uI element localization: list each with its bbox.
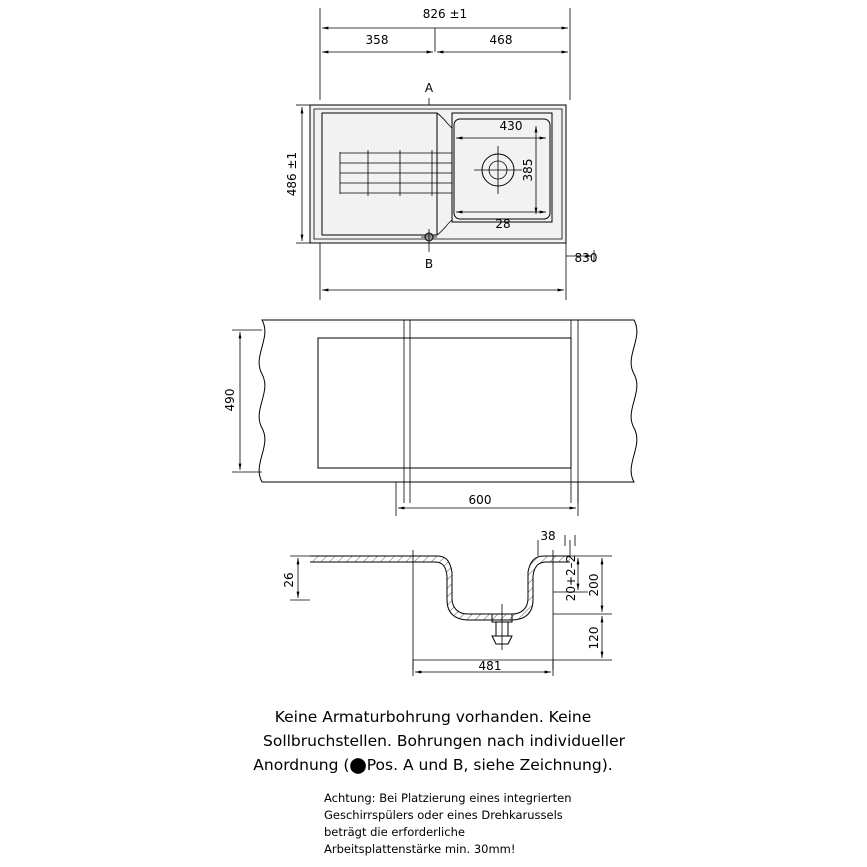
worktop-outline [259, 320, 637, 482]
dim-cutout-depth-label: 490 [223, 388, 237, 412]
dim-cutout-width-label: 600 [468, 493, 492, 507]
dim-overall-depth-label: 486 ±1 [285, 151, 299, 197]
marker-a-label: A [424, 81, 434, 95]
note-small-line-1: Achtung: Bei Platzierung eines integrierten [324, 791, 572, 805]
cutout-view [223, 320, 637, 516]
note-small-line-2: Geschirrspülers oder eines Drehkarussels [324, 808, 563, 822]
dim-flange [538, 529, 575, 556]
dim-bowl-length [413, 659, 553, 676]
note-main-line-2: Sollbruchstellen. Bohrungen nach individueller [263, 732, 625, 750]
dim-bowl-width-outer-label: 28 [495, 217, 511, 231]
dim-overall-width-label: 826 ±1 [422, 7, 468, 21]
dim-total-height [587, 558, 602, 612]
dim-rim-thickness [282, 556, 310, 600]
dim-rim-height-tol [564, 555, 578, 602]
dim-left-segment-label: 358 [365, 33, 389, 47]
dim-rim-thickness-label: 26 [282, 572, 296, 588]
dim-cutout-width [396, 482, 578, 516]
dim-total-height-label: 200 [587, 573, 601, 597]
section-drain [492, 604, 512, 650]
dim-right-segment [437, 33, 568, 52]
cutout-rect [318, 338, 571, 468]
note-small-line-4: Arbeitsplattenstärke min. 30mm! [324, 842, 516, 856]
dim-overall-depth [285, 105, 310, 243]
note-small-line-3: beträgt die erforderliche [324, 825, 465, 839]
note-main-line-3: Anordnung (⬤Pos. A und B, siehe Zeichnung). [253, 756, 613, 774]
top-view [285, 7, 597, 300]
dim-rim-height-tol-label: 20+2–2 [564, 554, 578, 602]
dim-flange-label: 38 [540, 529, 556, 543]
dim-edge-offset [566, 243, 597, 265]
notes-block [253, 708, 625, 856]
dim-bowl-length-label: 481 [478, 659, 502, 673]
section-view [282, 529, 612, 676]
dim-bowl-depth [587, 616, 602, 658]
cutout-centerlines [404, 320, 578, 503]
section-reference-lines [413, 550, 612, 670]
dim-bowl-depth-label: 120 [587, 626, 601, 650]
dim-right-segment-label: 468 [489, 33, 513, 47]
dim-cutout-depth [223, 330, 262, 472]
dim-edge-offset-label: 830 [574, 251, 598, 265]
dim-bowl-width-inner-label: 430 [499, 119, 523, 133]
note-main-line-1: Keine Armaturbohrung vorhanden. Keine [274, 708, 592, 726]
dim-cabinet-width [320, 243, 566, 300]
marker-b-label: B [424, 257, 434, 271]
dim-left-segment [322, 33, 433, 52]
dim-overall-width [322, 7, 568, 28]
dim-bowl-depth-inner-label: 385 [521, 158, 535, 182]
